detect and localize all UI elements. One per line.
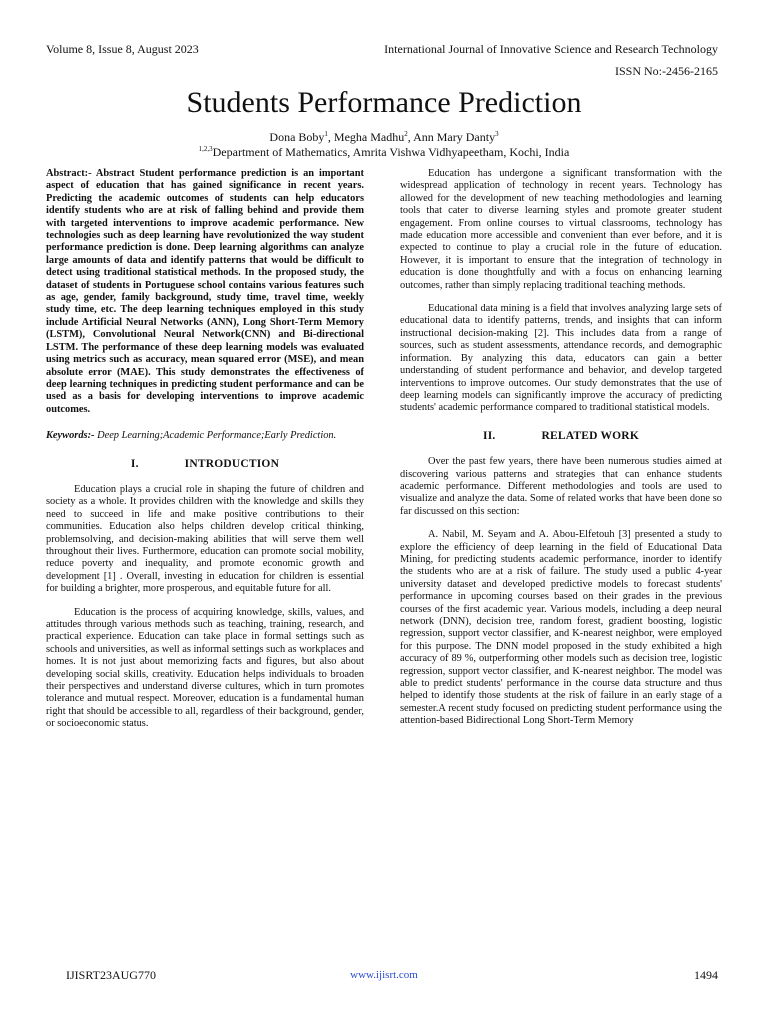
author-separator: ,: [407, 130, 414, 144]
paragraph: Education has undergone a significant transformation with the widespread application of technology in recent years. Technology has allowed for the development of new teaching methodologies and learning tools that cater to diverse learning styles and promote greater student engagement. From online courses to virtual classrooms, technology has made education more accessible and convenient than ever before, and it is expected to continue to play a crucial role in the future of education. However, it is important to ensure that the integration of technology in education is done thoughtfully and with a focus on enhancing learning outcomes, rather than simply replacing traditional teaching methods.: [400, 168, 722, 291]
author-name: Dona Boby: [269, 130, 325, 144]
author-list: [0, 130, 768, 144]
affiliation-sup: 1,2,3: [198, 145, 213, 153]
author-sup: 3: [495, 130, 499, 138]
running-header-volume: Volume 8, Issue 8, August 2023: [46, 42, 199, 56]
author-separator: ,: [327, 130, 334, 144]
keywords-label: Keywords:-: [46, 430, 95, 442]
keywords-text: Deep Learning;Academic Performance;Early Prediction.: [94, 430, 337, 442]
author-sup: 2: [404, 130, 408, 138]
paper-title: Students Performance Prediction: [186, 86, 582, 119]
keywords: [46, 430, 364, 442]
footer-website-link[interactable]: www.ijisrt.com: [350, 969, 418, 981]
section-number: I.: [130, 457, 139, 470]
paragraph: A. Nabil, M. Seyam and A. Abou-Elfetouh [3] presented a study to explore the efficiency of deep learning in the field of Educational Data Mining, for predicting students academic performance, inorder to identify the students who are at a risk of failure. The study used a public 4-year university dataset and developed predictive models to forecast students' performance in upcoming courses based on their grades in the previous courses of the first academic year. Various models, including a deep neural network (DNN), decision tree, random forest, gradient boosting, logistic regression, support vector classifier, and K-nearest neighbor, were employed for this purpose. The DNN model proposed in the study exhibited a high accuracy of 89 %, outperforming other models such as decision tree, logistic regression, support vector classifier, and K-nearest neighbor. The model was able to predict students' performance in the course data structure and thus helped to identify those students at the risk of failure in an early stage of a semester.A recent study focused on predicting student performance using the attention-based Bidirectional Long Short-Term Memory: [400, 529, 722, 727]
running-header-journal: International Journal of Innovative Science and Research Technology: [384, 42, 718, 56]
section-title: INTRODUCTION: [184, 457, 280, 470]
abstract: Abstract:- Abstract Student performance prediction is an important aspect of education that has gained significance in recent years. Predicting the academic outcomes of students can help educators identify students who are at risk of falling behind and provide them with targeted interventions to improve academic performance. New technologies such as deep learning have revolutionized the way student performance prediction is done. Deep learning algorithms can analyze large amounts of data and identify patterns that would be difficult to detect using traditional statistical methods. In the proposed study, the dataset of students in Portuguese school contains various features such as age, gender, family background, study time, travel time, weekly study time, etc. The deep learning techniques employed in this study include Artificial Neural Networks (ANN), Long Short-Term Memory (LSTM), Convolutional Neural Network(CNN) and Bi-directional LSTM. The performance of these deep learning models was evaluated using metrics such as accuracy, mean squared error (MSE), and mean absolute error (MAE). This study demonstrates the effectiveness of deep learning techniques in predicting student performance and can be used as a basis for developing interventions to improve academic outcomes.: [46, 168, 364, 415]
footer-paper-id: IJISRT23AUG770: [66, 968, 156, 982]
right-column: [400, 168, 722, 728]
section-title: RELATED WORK: [541, 429, 639, 442]
left-column: [46, 168, 364, 731]
author-sup: 1: [324, 130, 328, 138]
author-name: Megha Madhu: [333, 130, 405, 144]
paragraph: Over the past few years, there have been numerous studies aimed at discovering various patterns and strategies that can enhance students academic performance. Different methodologies and tools are used to visualize and analyze the data. Some of related works that have been done so far discussed on this section:: [400, 456, 722, 517]
author-name: Ann Mary Danty: [413, 130, 496, 144]
paragraph: Education plays a crucial role in shaping the future of children and society as a whole. It provides children with the knowledge and skills they need to succeed in life and make positive contributions to their communities. Education also helps children develop critical thinking, problemsolving, and decision-making abilities that will serve them well throughout their lives. Furthermore, education can promote social mobility, reduce poverty and inequality, and promote economic growth and development [1] . Overall, investing in education for children is essential for building a brighter, more prosperous, and equitable future for all.: [46, 483, 364, 595]
paragraph: Educational data mining is a field that involves analyzing large sets of educational data to identify patterns, trends, and insights that can inform instructional decision-making [2]. This includes data from a range of sources, such as student assessments, attendance records, and demographic information. By analyzing this data, educators can gain a better understanding of student performance and behavior, and develop targeted interventions to improve outcomes. Our study demonstrates that the use of deep learning models can significantly improve the accuracy of predicting students' academic performance compared to traditional statistical models.: [400, 303, 722, 414]
section-number: II.: [483, 429, 496, 442]
section-heading-introduction: [46, 458, 364, 470]
affiliation: [0, 145, 768, 159]
section-heading-related-work: [400, 430, 722, 442]
paragraph: Education is the process of acquiring knowledge, skills, values, and attitudes through various methods such as teaching, training, research, and practical experience. Education can take place in formal settings such as schools and universities, as well as informal settings such as workplaces and homes. It is not just about memorizing facts and figures, but also about developing social skills, creativity. Education helps individuals to broaden their perspectives and understand diverse cultures, which in turn promotes tolerance and mutual respect. Moreover, education is a fundamental human right that should be accessible to all, regardless of their background, gender, or socioeconomic status.: [46, 606, 365, 730]
issn-number: ISSN No:-2456-2165: [614, 64, 718, 78]
affiliation-text: Department of Mathematics, Amrita Vishwa Vidhyapeetham, Kochi, India: [212, 145, 570, 159]
page-number: 1494: [694, 968, 718, 982]
